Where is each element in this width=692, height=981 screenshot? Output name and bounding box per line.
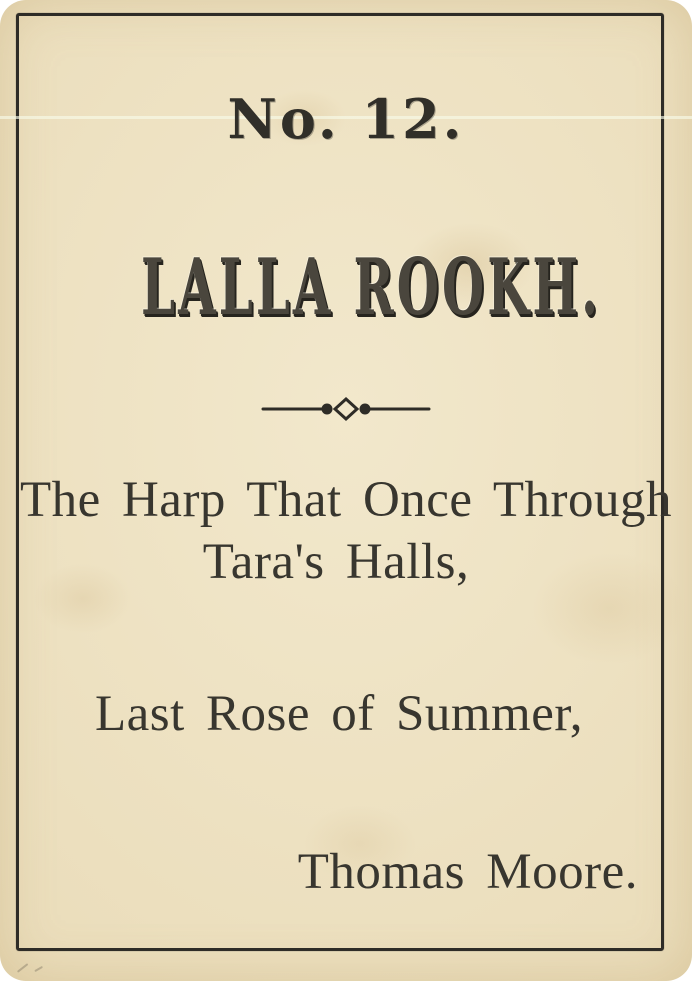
song2-line1: Last Rose of Summer,: [94, 686, 584, 742]
author-name: Thomas Moore.: [297, 844, 638, 900]
pencil-mark: [16, 960, 50, 974]
song1-line1: The Harp That Once Through: [19, 472, 673, 528]
card-number: No. 12.: [227, 87, 465, 151]
song1-line2: Tara's Halls,: [202, 534, 470, 590]
divider-rule-diamond-icon: [261, 396, 431, 422]
card-title-text: LALLA ROOKH.: [140, 242, 602, 333]
divider-ornament: [0, 396, 692, 422]
card-title: [0, 242, 692, 333]
